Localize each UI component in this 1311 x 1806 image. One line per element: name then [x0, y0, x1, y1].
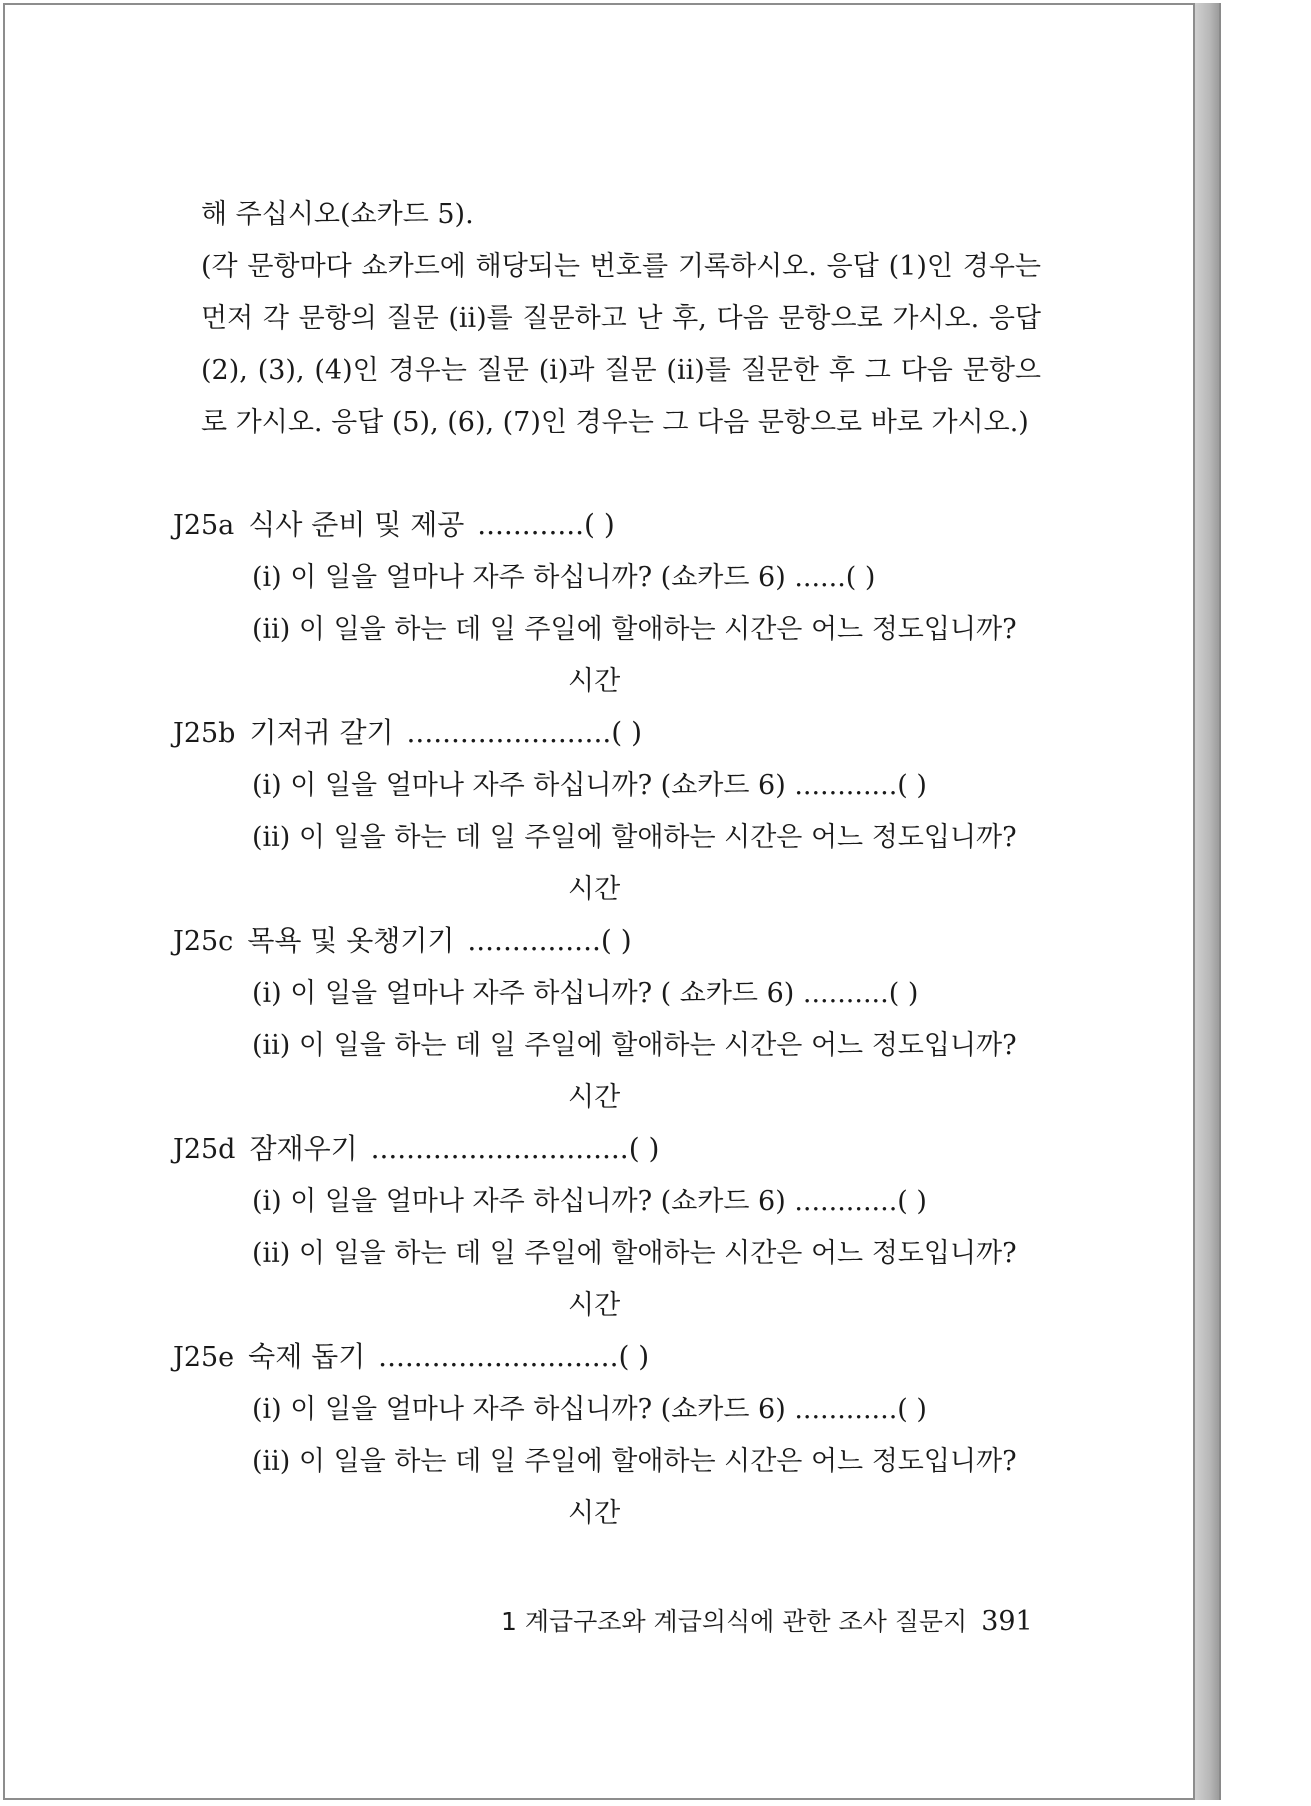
question-frequency: (i) 이 일을 얼마나 자주 하십니까? (쇼카드 6) ............( ) — [252, 770, 927, 801]
question-hours: (ii) 이 일을 하는 데 일 주일에 할애하는 시간은 어느 정도입니까? — [252, 822, 1017, 853]
item-code: J25a — [173, 510, 235, 541]
item-label: 기저귀 갈기 — [249, 716, 394, 749]
question-frequency: (i) 이 일을 얼마나 자주 하십니까? (쇼카드 6) ......( ) — [252, 562, 876, 593]
question-frequency: (i) 이 일을 얼마나 자주 하십니까? (쇼카드 6) ............( ) — [252, 1394, 927, 1425]
chapter-title: 1 계급구조와 계급의식에 관한 조사 질문지 — [501, 1607, 968, 1636]
answer-blank: ...........................( ) — [378, 1340, 650, 1373]
item-code: J25b — [173, 718, 236, 749]
item-label: 식사 준비 및 제공 — [248, 508, 465, 541]
page-edge-shadow — [1195, 3, 1221, 1800]
item-code: J25d — [173, 1134, 236, 1165]
page-footer — [501, 1602, 1033, 1638]
question-frequency: (i) 이 일을 얼마나 자주 하십니까? ( 쇼카드 6) ..........( ) — [252, 978, 919, 1009]
page-number: 391 — [981, 1606, 1033, 1637]
answer-blank: ...............( ) — [467, 924, 632, 957]
hours-label: 시간 — [568, 1290, 621, 1321]
item-label: 목욕 및 옷챙기기 — [247, 924, 455, 957]
hours-label: 시간 — [568, 874, 621, 905]
item-heading-j25b — [173, 711, 642, 751]
item-code: J25c — [173, 926, 234, 957]
instruction-paragraph: (각 문항마다 쇼카드에 해당되는 번호를 기록하시오. 응답 (1)인 경우는 먼저 각 문항의 질문 (ii)를 질문하고 난 후, 다음 문항으로 가시오. 응답 (2), (3), (4)인 경우는 질문 (i)과 질문 (ii)를 질문한 후 그 다음 문항으로 가시오. 응답 (5), (6), (7)인 경우는 그 다음 문항으로 바로 가시오.) — [201, 251, 1041, 438]
question-frequency: (i) 이 일을 얼마나 자주 하십니까? (쇼카드 6) ............( ) — [252, 1186, 927, 1217]
hours-label: 시간 — [568, 1082, 621, 1113]
question-hours: (ii) 이 일을 하는 데 일 주일에 할애하는 시간은 어느 정도입니까? — [252, 1238, 1017, 1269]
answer-blank: .......................( ) — [406, 716, 642, 749]
hours-label: 시간 — [568, 666, 621, 697]
document-page — [3, 3, 1195, 1800]
answer-blank: .............................( ) — [370, 1132, 660, 1165]
question-hours: (ii) 이 일을 하는 데 일 주일에 할애하는 시간은 어느 정도입니까? — [252, 614, 1017, 645]
instructions-block — [201, 189, 1041, 449]
question-hours: (ii) 이 일을 하는 데 일 주일에 할애하는 시간은 어느 정도입니까? — [252, 1030, 1017, 1061]
item-label: 숙제 돕기 — [248, 1340, 366, 1373]
answer-blank: ............( ) — [477, 508, 615, 541]
instruction-line: 해 주십시오(쇼카드 5). — [201, 199, 474, 230]
item-heading-j25e — [173, 1335, 649, 1375]
item-heading-j25a — [173, 503, 615, 543]
item-heading-j25c — [173, 919, 632, 959]
question-hours: (ii) 이 일을 하는 데 일 주일에 할애하는 시간은 어느 정도입니까? — [252, 1446, 1017, 1477]
item-label: 잠재우기 — [249, 1132, 358, 1165]
item-code: J25e — [173, 1342, 235, 1373]
item-heading-j25d — [173, 1127, 659, 1167]
hours-label: 시간 — [568, 1498, 621, 1529]
